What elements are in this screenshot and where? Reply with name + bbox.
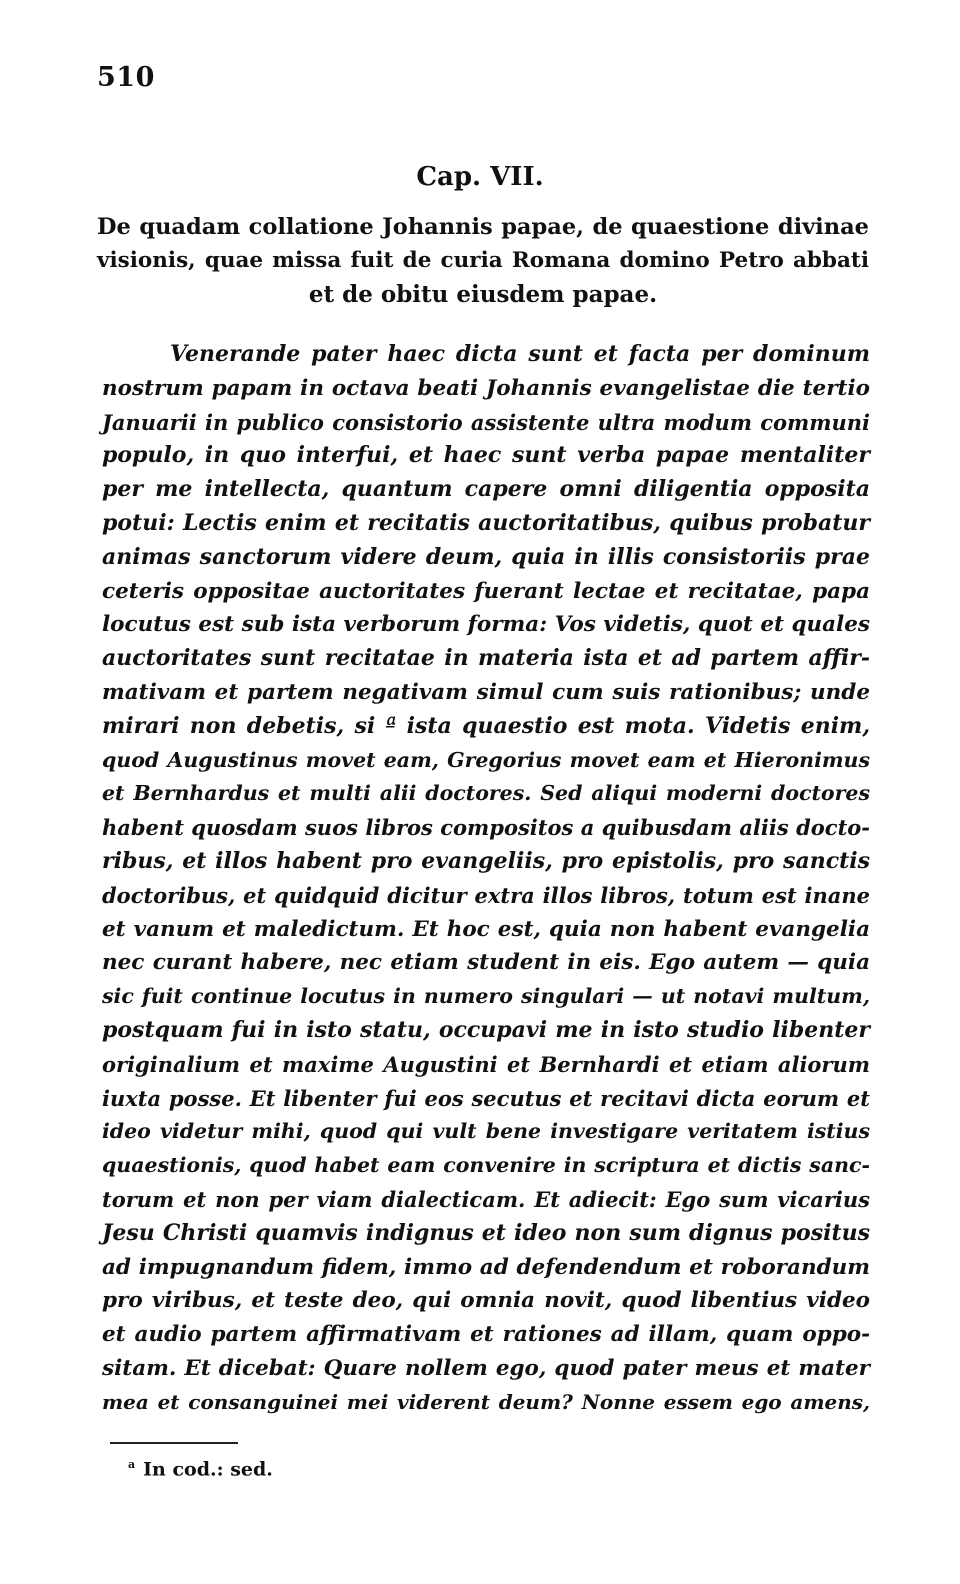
body-line: ribus, et illos habent pro evangeliis, pro epistolis, pro sanctis [102,847,870,874]
body-line: et vanum et maledictum. Et hoc est, quia non habent evangelia [102,916,870,942]
body-line: populo, in quo interfui, et haec sunt verba papae mentaliter [102,442,870,469]
body-line: auctoritates sunt recitatae in materia ista et ad partem affir- [102,645,870,672]
body-line: pro viribus, et teste deo, qui omnia novit, quod libentius video [102,1288,870,1314]
chapter-title [97,210,869,312]
chapter-title-line: visionis, quae missa fuit de curia Romana domino Petro abbati [97,248,869,273]
body-line: doctoribus, et quidquid dicitur extra illos libros, totum est inane [102,882,870,908]
footnote [128,1458,273,1480]
body-line: ad impugnandum fidem, immo ad defendendum et roborandum [102,1254,870,1280]
body-line: et Bernhardus et multi alii doctores. Sed aliqui moderni doctores [102,781,870,806]
footnote-mark: a [128,1458,136,1471]
body-line: originalium et maxime Augustini et Bernhardi et etiam aliorum [102,1051,870,1077]
chapter-title-line: De quadam collatione Johannis papae, de quaestione divinae [97,214,869,240]
body-line: potui: Lectis enim et recitatis auctoritatibus, quibus probatur [102,509,870,536]
footnote-text: In cod.: sed. [143,1458,273,1481]
body-line: Jesu Christi quamvis indignus et ideo non sum dignus positus [102,1219,870,1246]
body-line: nec curant habere, nec etiam student in eis. Ego autem — quia [102,950,870,976]
footnote-rule [110,1442,238,1444]
body-text [102,338,870,1420]
body-line: quod Augustinus movet eam, Gregorius movet eam et Hieronimus [102,747,870,772]
body-line: mativam et partem negativam simul cum suis rationibus; unde [102,679,870,705]
body-line: ideo videtur mihi, quod qui vult bene investigare veritatem istius [102,1119,870,1144]
body-line: sic fuit continue locutus in numero singulari — ut notavi multum, [102,984,870,1009]
body-line: locutus est sub ista verborum forma: Vos videtis, quot et quales [102,612,870,638]
body-line: per me intellecta, quantum capere omni diligentia opposita [102,476,870,503]
body-line: mea et consanguinei mei viderent deum? Nonne essem ego amens, [102,1389,870,1414]
body-line: Venerande pater haec dicta sunt et facta per dominum [170,341,870,367]
body-line: nostrum papam in octava beati Johannis evangelistae die tertio [102,375,870,401]
body-line: et audio partem affirmativam et rationes ad illam, quam oppo- [102,1322,870,1348]
body-line: animas sanctorum videre deum, quia in illis consistoriis prae [102,543,870,570]
page-number: 510 [97,62,155,93]
body-line: habent quosdam suos libros compositos a quibusdam aliis docto- [102,815,870,841]
body-line: sitam. Et dicebat: Quare nollem ego, quod pater meus et mater [102,1355,870,1381]
body-line: iuxta posse. Et libenter fui eos secutus et recitavi dicta eorum et [102,1085,870,1111]
body-line: Januarii in publico consistorio assistente ultra modum communi [102,409,870,435]
body-line: postquam fui in isto statu, occupavi me in isto studio libenter [102,1016,870,1043]
chapter-heading: Cap. VII. [416,162,544,192]
body-line: torum et non per viam dialecticam. Et adiecit: Ego sum vicarius [102,1186,870,1212]
chapter-title-line: et de obitu eiusdem papae. [308,281,658,308]
body-line: ceteris oppositae auctoritates fuerant lectae et recitatae, papa [102,578,870,604]
body-line: quaestionis, quod habet eam convenire in scriptura et dictis sanc- [102,1153,870,1178]
body-line: mirari non debetis, si ª ista quaestio est mota. Videtis enim, [102,712,870,739]
